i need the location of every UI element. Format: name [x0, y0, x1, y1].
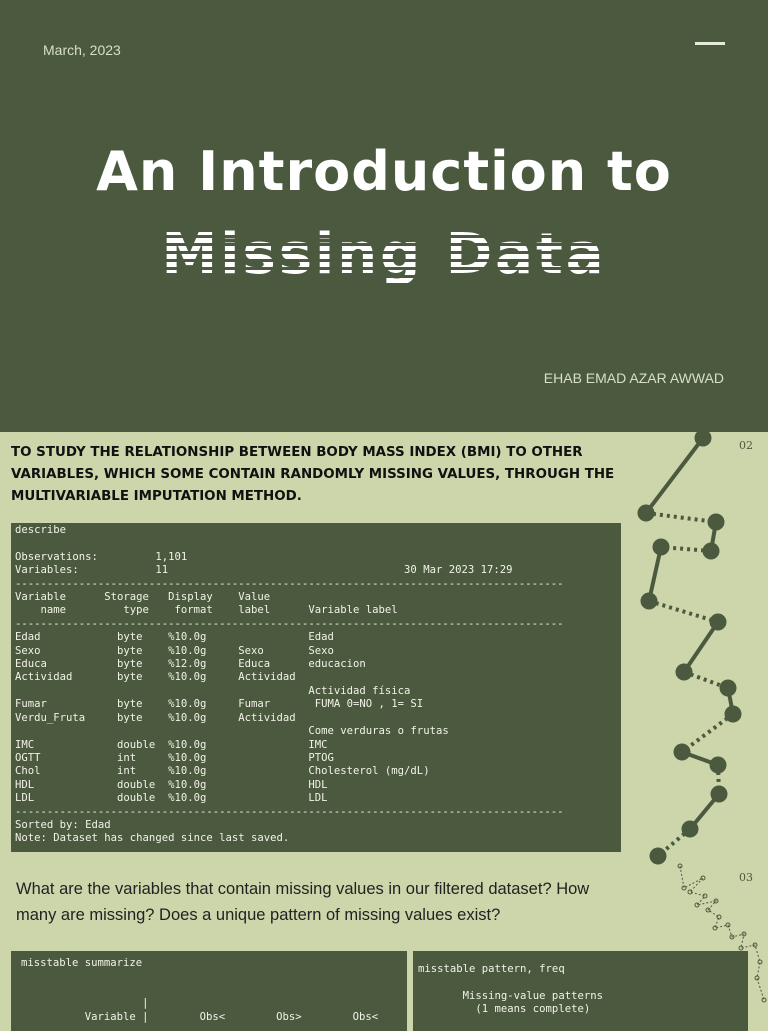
page-number-02: 02 [739, 439, 753, 452]
chain-large [638, 430, 741, 864]
presentation-date: March, 2023 [43, 42, 121, 58]
research-question: What are the variables that contain missing values in our filtered dataset? How many are missing? Does a unique pattern of missing values exist? [16, 880, 590, 924]
title-line-2: Missing Data [0, 222, 768, 287]
title-line-1: An Introduction to [96, 140, 672, 203]
describe-output-panel: describe Observations: 1,101 Variables: 11 30 Mar 2023 17:29 -------------------------------------------------------------------------------------- Variable Storage Display Value name type format label Variable label -------------------------------------------------------------------------------------- Edad byte %10.0g Edad Sexo byte %10.0g Sexo Sexo Educa byte %12.0g Educa educacion Actividad byte %10.0g Actividad Actividad física Fumar byte %10.0g Fumar FUMA 0=NO , 1= SI Verdu_Fruta byte %10.0g Actividad Come verduras o frutas IMC double %10.0g IMC OGTT int %10.0g PTOG Chol int %10.0g Cholesterol (mg/dL) HDL double %10.0g HDL LDL double %10.0g LDL -------------------------------------------------------------------------------------- Sorted by: Edad Note: Dataset has changed since last saved. [11, 523, 621, 852]
misstable-pattern-panel: misstable pattern, freq Missing-value patterns (1 means complete) [413, 951, 748, 1031]
author-name: EHAB EMAD AZAR AWWAD [543, 370, 724, 386]
misstable-summarize-panel: misstable summarize | Variable | Obs< Obs> Obs< [11, 951, 407, 1031]
page-number-03: 03 [739, 871, 753, 884]
chain-small [678, 864, 766, 1002]
study-objective: TO STUDY THE RELATIONSHIP BETWEEN BODY MASS INDEX (BMI) TO OTHER VARIABLES, WHICH SOME CONTAIN RANDOMLY MISSING VALUES, THROUGH THE MULTIVARIABLE IMPUTATION METHOD. [11, 445, 615, 504]
